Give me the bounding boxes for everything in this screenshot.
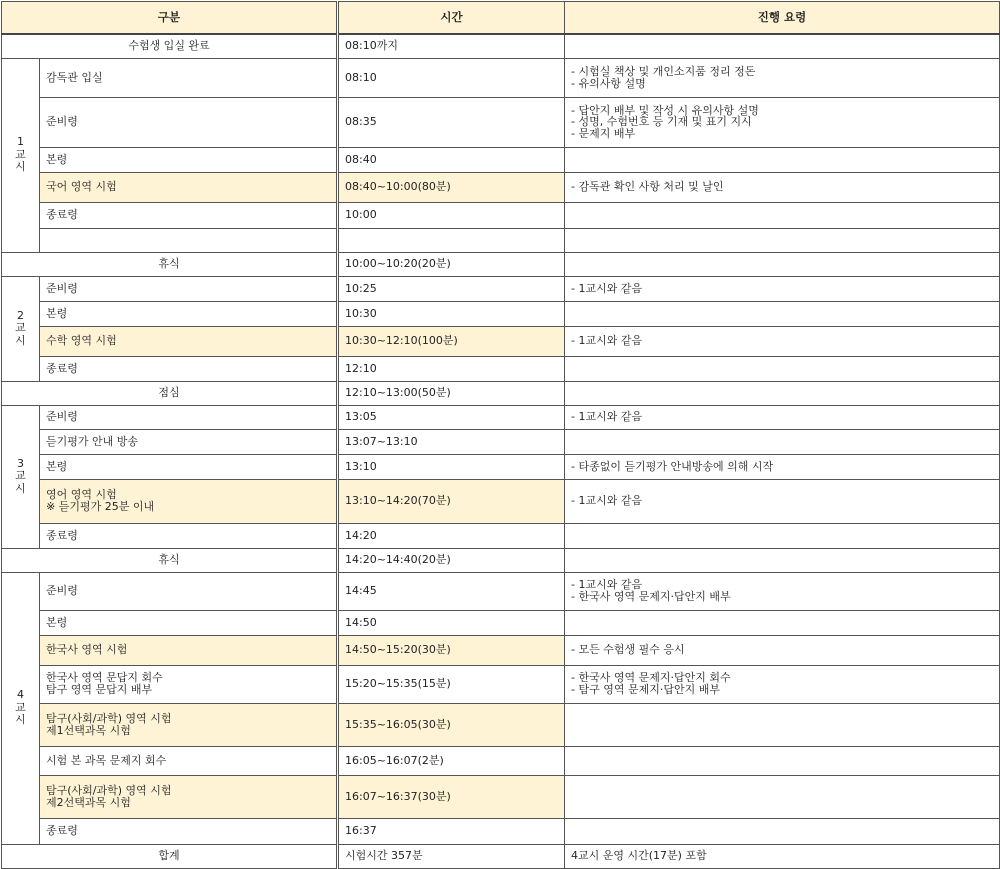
- row-label: 감독관 입실: [40, 58, 338, 97]
- table-row: [2, 610, 1000, 635]
- row-notes: - 모든 수험생 필수 응시: [565, 635, 1000, 665]
- row-notes: - 감독관 확인 사항 처리 및 날인: [565, 172, 1000, 202]
- row-label: 종료령: [40, 523, 338, 548]
- table-row: [2, 746, 1000, 775]
- row-time: 10:00~10:20(20분): [338, 252, 565, 276]
- row-time: 14:20~14:40(20분): [338, 548, 565, 572]
- row-notes: [565, 202, 1000, 228]
- header-row: [2, 2, 1000, 35]
- row-time: [338, 228, 565, 252]
- row-time: 10:00: [338, 202, 565, 228]
- row-time: 08:40~10:00(80분): [338, 172, 565, 202]
- row-label: 수학 영역 시험: [40, 326, 338, 356]
- row-time: 14:50~15:20(30분): [338, 635, 565, 665]
- row-time: 13:10: [338, 454, 565, 479]
- row-label: 종료령: [40, 818, 338, 844]
- row-notes: - 답안지 배부 및 작성 시 유의사항 설명 - 성명, 수험번호 등 기재 및 표기 지시 - 문제지 배부: [565, 97, 1000, 147]
- row-label: 준비령: [40, 405, 338, 429]
- table-row: [2, 326, 1000, 356]
- row-label: 듣기평가 안내 방송: [40, 429, 338, 454]
- row-label: 준비령: [40, 97, 338, 147]
- row-notes: - 1교시와 같음: [565, 326, 1000, 356]
- row-time: 13:05: [338, 405, 565, 429]
- period-4-label: 4 교 시: [2, 572, 40, 844]
- row-time: 10:30: [338, 301, 565, 326]
- table-row: [2, 97, 1000, 147]
- row-notes: [565, 610, 1000, 635]
- row-notes: [565, 818, 1000, 844]
- row-notes: - 1교시와 같음 - 한국사 영역 문제지·답안지 배부: [565, 572, 1000, 610]
- table-row: [2, 228, 1000, 252]
- row-time: 08:10: [338, 58, 565, 97]
- total-notes: 4교시 운영 시간(17분) 포함: [565, 844, 1000, 868]
- row-notes: [565, 252, 1000, 276]
- row-label: 탐구(사회/과학) 영역 시험 제2선택과목 시험: [40, 775, 338, 818]
- row-time: 08:40: [338, 147, 565, 172]
- row-notes: [565, 301, 1000, 326]
- row-time: 16:37: [338, 818, 565, 844]
- row-notes: [565, 381, 1000, 405]
- row-time: 10:25: [338, 276, 565, 301]
- row-time: 14:45: [338, 572, 565, 610]
- table-row: [2, 301, 1000, 326]
- row-notes: - 1교시와 같음: [565, 479, 1000, 523]
- row-time: 14:50: [338, 610, 565, 635]
- table-row: [2, 172, 1000, 202]
- table-row: [2, 572, 1000, 610]
- table-row: [2, 276, 1000, 301]
- table-row: [2, 405, 1000, 429]
- row-label: 본령: [40, 301, 338, 326]
- row-label: 본령: [40, 147, 338, 172]
- header-time: 시간: [338, 2, 565, 35]
- row-label: 준비령: [40, 276, 338, 301]
- table-row: [2, 356, 1000, 381]
- table-row: [2, 523, 1000, 548]
- table-row: [2, 548, 1000, 572]
- row-label: 휴식: [2, 548, 338, 572]
- row-label: 한국사 영역 문답지 회수 탐구 영역 문답지 배부: [40, 665, 338, 703]
- row-notes: - 1교시와 같음: [565, 276, 1000, 301]
- row-notes: - 시험실 책상 및 개인소지품 정리 정돈 - 유의사항 설명: [565, 58, 1000, 97]
- table-row: [2, 34, 1000, 58]
- row-time: 16:07~16:37(30분): [338, 775, 565, 818]
- row-notes: - 한국사 영역 문제지·답안지 회수 - 탐구 영역 문제지·답안지 배부: [565, 665, 1000, 703]
- row-time: 08:10까지: [338, 34, 565, 58]
- table-row: [2, 147, 1000, 172]
- row-label: 종료령: [40, 356, 338, 381]
- row-time: 15:35~16:05(30분): [338, 703, 565, 746]
- table-row: [2, 703, 1000, 746]
- row-label: 영어 영역 시험 ※ 듣기평가 25분 이내: [40, 479, 338, 523]
- row-notes: [565, 548, 1000, 572]
- table-row: [2, 775, 1000, 818]
- total-label: 합계: [2, 844, 338, 868]
- row-notes: [565, 356, 1000, 381]
- row-notes: - 타종없이 듣기평가 안내방송에 의해 시작: [565, 454, 1000, 479]
- row-label: 한국사 영역 시험: [40, 635, 338, 665]
- row-time: 13:07~13:10: [338, 429, 565, 454]
- row-label: 탐구(사회/과학) 영역 시험 제1선택과목 시험: [40, 703, 338, 746]
- row-label: 점심: [2, 381, 338, 405]
- table-row: [2, 454, 1000, 479]
- row-label: 본령: [40, 610, 338, 635]
- row-time: 15:20~15:35(15분): [338, 665, 565, 703]
- period-1-label: 1 교 시: [2, 58, 40, 252]
- period-2-label: 2 교 시: [2, 276, 40, 381]
- row-time: 13:10~14:20(70분): [338, 479, 565, 523]
- row-notes: [565, 34, 1000, 58]
- row-notes: [565, 746, 1000, 775]
- row-notes: [565, 429, 1000, 454]
- header-procedure: 진행 요령: [565, 2, 1000, 35]
- row-time: 14:20: [338, 523, 565, 548]
- row-label: 휴식: [2, 252, 338, 276]
- row-label: 본령: [40, 454, 338, 479]
- period-3-label: 3 교 시: [2, 405, 40, 548]
- row-time: 10:30~12:10(100분): [338, 326, 565, 356]
- table-row: [2, 844, 1000, 868]
- row-notes: [565, 228, 1000, 252]
- row-label: 준비령: [40, 572, 338, 610]
- table-row: [2, 635, 1000, 665]
- row-time: 12:10~13:00(50분): [338, 381, 565, 405]
- table-row: [2, 429, 1000, 454]
- row-notes: - 1교시와 같음: [565, 405, 1000, 429]
- table-row: [2, 665, 1000, 703]
- table-row: [2, 479, 1000, 523]
- row-label: 국어 영역 시험: [40, 172, 338, 202]
- exam-schedule-table: [1, 1, 1000, 869]
- row-notes: [565, 147, 1000, 172]
- row-label: [40, 228, 338, 252]
- row-notes: [565, 523, 1000, 548]
- table-row: [2, 818, 1000, 844]
- row-notes: [565, 703, 1000, 746]
- header-category: 구분: [2, 2, 338, 35]
- row-label: 시험 본 과목 문제지 회수: [40, 746, 338, 775]
- table-row: [2, 202, 1000, 228]
- table-row: [2, 381, 1000, 405]
- table-row: [2, 252, 1000, 276]
- row-time: 16:05~16:07(2분): [338, 746, 565, 775]
- row-time: 12:10: [338, 356, 565, 381]
- row-time: 08:35: [338, 97, 565, 147]
- total-time: 시험시간 357분: [338, 844, 565, 868]
- table-row: [2, 58, 1000, 97]
- row-label: 수험생 입실 완료: [2, 34, 338, 58]
- row-label: 종료령: [40, 202, 338, 228]
- row-notes: [565, 775, 1000, 818]
